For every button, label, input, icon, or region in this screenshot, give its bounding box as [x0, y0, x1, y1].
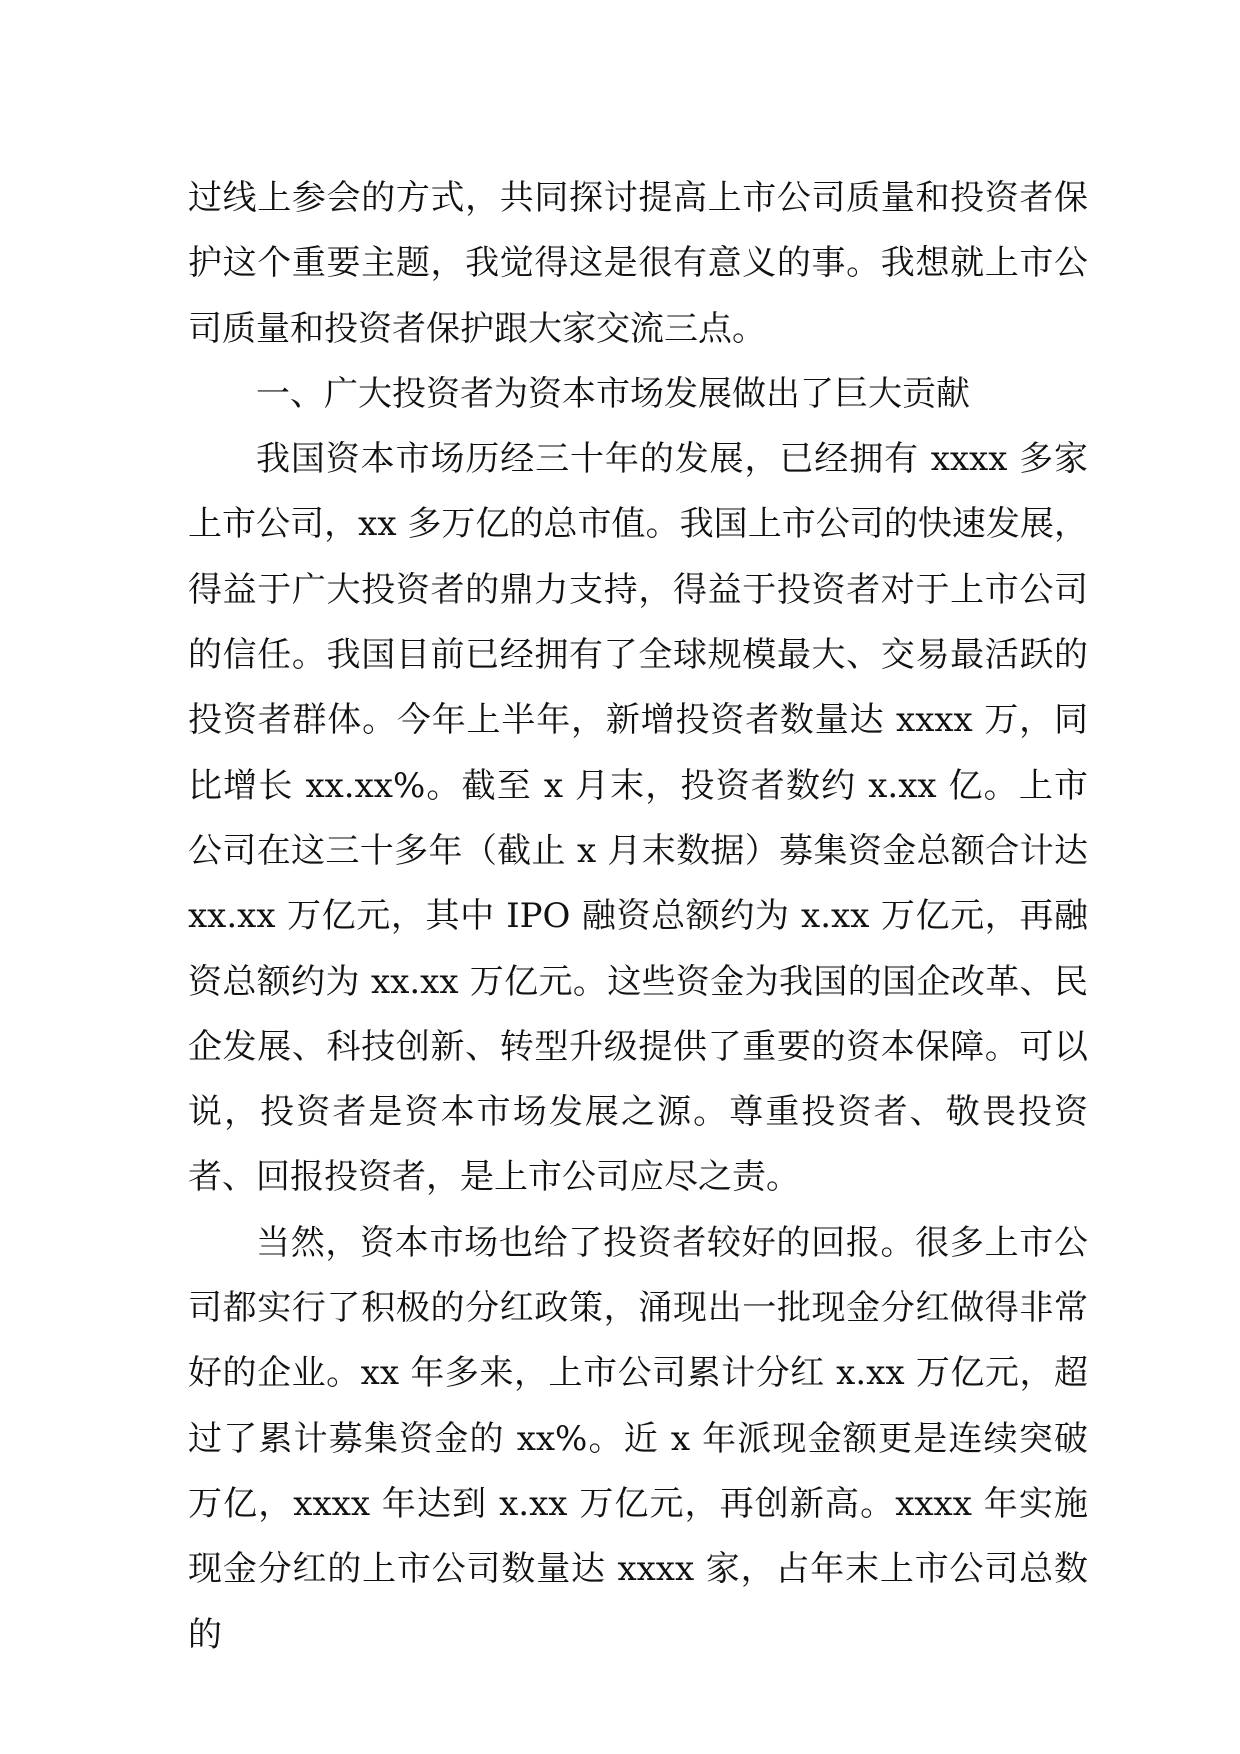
section-heading: 一、广大投资者为资本市场发展做出了巨大贡献 — [256, 373, 970, 414]
paragraph-investor-contribution: 我国资本市场历经三十年的发展，已经拥有 xxxx 多家上市公司，xx 多万亿的总市值。我国上市公司的快速发展，得益于广大投资者的鼎力支持，得益于投资者对于上市公司的信任。我国目前已经拥有了全球规模最大、交易最活跃的投资者群体。今年上半年，新增投资者数量达 xxxx 万，同比增长 xx.xx%。截至 x 月末，投资者数约 x.xx 亿。上市公司在这三十多年（截止 x 月末数据）募集资金总额合计达 xx.xx 万亿元，其中 IPO 融资总额约为 x.xx 万亿元，再融资总额约为 xx.xx 万亿元。这些资金为我国的国企改革、民企发展、科技创新、转型升级提供了重要的资本保障。可以说，投资者是资本市场发展之源。尊重投资者、敬畏投资者、回报投资者，是上市公司应尽之责。 — [188, 439, 1088, 1198]
paragraph-continuation: 过线上参会的方式，共同探讨提高上市公司质量和投资者保护这个重要主题，我觉得这是很有意义的事。我想就上市公司质量和投资者保护跟大家交流三点。 — [188, 178, 1088, 349]
paragraph-investor-returns: 当然，资本市场也给了投资者较好的回报。很多上市公司都实行了积极的分红政策，涌现出一批现金分红做得非常好的企业。xx 年多来，上市公司累计分红 x.xx 万亿元，超过了累计募集资金的 xx%。近 x 年派现金额更是连续突破万亿，xxxx 年达到 x.xx 万亿元，再创新高。xxxx 年实施现金分红的上市公司数量达 xxxx 家，占年末上市公司总数的 — [188, 1222, 1088, 1655]
document-body — [188, 166, 1088, 1668]
